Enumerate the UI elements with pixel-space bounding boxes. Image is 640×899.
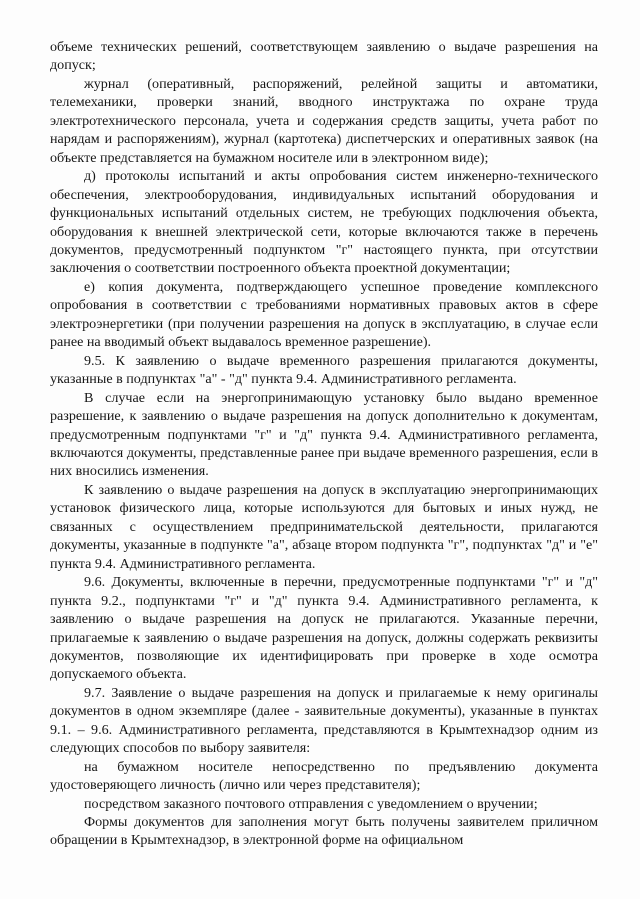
paragraph: 9.6. Документы, включенные в перечни, предусмотренные подпунктами "г" и "д" пункта 9.2., подпунктами "г" и "д" пункта 9.4. Административного регламента, к заявлению о выдаче разрешения на допуск не прилагаются. Указанные перечни, прилагаемые к заявлению о выдаче разрешения на допуск, должны содержать реквизиты документов, позволяющие их идентифицировать при проверке в ходе осмотра допускаемого объекта. (50, 574, 598, 683)
paragraph: 9.7. Заявление о выдаче разрешения на допуск и прилагаемые к нему оригиналы документов в одном экземпляре (далее - заявительные документы), указанные в пунктах 9.1. – 9.6. Административного регламента, представляются в Крымтехнадзор одним из следующих способов по выбору заявителя: (50, 684, 598, 757)
paragraph: 9.5. К заявлению о выдаче временного разрешения прилагаются документы, указанные в подпунктах "а" - "д" пункта 9.4. Административного регламента. (50, 352, 598, 388)
paragraph: д) протоколы испытаний и акты опробования систем инженерно-технического обеспечения, электрооборудования, индивидуальных испытаний оборудования и функциональных испытаний отдельных систем, не требующих подключения объекта, оборудования к внешней электрической сети, которые включаются также в перечень документов, предусмотренный подпунктом "г" настоящего пункта, при отсутствии заключения о соответствии построенного объекта проектной документации; (50, 168, 598, 277)
document-body (50, 38, 598, 850)
paragraph: е) копия документа, подтверждающего успешное проведение комплексного опробования в соответствии с требованиями нормативных правовых актов в сфере электроэнергетики (при получении разрешения на допуск в эксплуатацию, в случае если ранее на вводимый объект выдавалось временное разрешение). (50, 278, 598, 351)
paragraph: объеме технических решений, соответствующем заявлению о выдаче разрешения на допуск; (50, 39, 598, 74)
paragraph: журнал (оперативный, распоряжений, релейной защиты и автоматики, телемеханики, проверки знаний, вводного инструктажа по охране труда электротехнического персонала, учета и содержания средств защиты, учета работ по нарядам и распоряжениям), журнал (картотека) диспетчерских и оперативных заявок (на объекте представляется на бумажном носителе или в электронном виде); (50, 75, 598, 166)
paragraph: В случае если на энергопринимающую установку было выдано временное разрешение, к заявлению о выдаче разрешения на допуск дополнительно к документам, предусмотренным подпунктами "г" и "д" пункта 9.4. Административного регламента, включаются документы, представленные ранее при выдаче временного разрешения, если в них вносились изменения. (50, 389, 598, 480)
paragraph: на бумажном носителе непосредственно по предъявлению документа удостоверяющего личность (лично или через представителя); (50, 758, 598, 794)
paragraph: К заявлению о выдаче разрешения на допуск в эксплуатацию энергопринимающих установок физического лица, которые используются для бытовых и иных нужд, не связанных с осуществлением предпринимательской деятельности, прилагаются документы, указанные в подпункте "а", абзаце втором подпункта "г", подпунктах "д" и "е" пункта 9.4. Административного регламента. (50, 481, 598, 572)
paragraph: Формы документов для заполнения могут быть получены заявителем приличном обращении в Крымтехнадзор, в электронной форме на официальном (50, 814, 598, 849)
paragraph: посредством заказного почтового отправления с уведомлением о вручении; (84, 795, 538, 812)
